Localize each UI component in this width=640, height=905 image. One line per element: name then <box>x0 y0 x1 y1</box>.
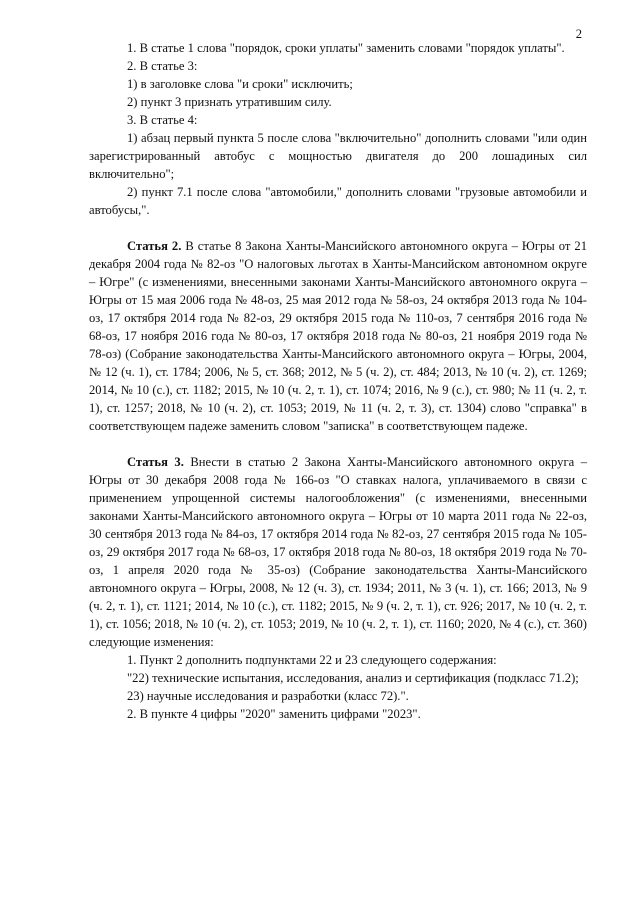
article-3-item-2: 2. В пункте 4 цифры "2020" заменить цифрами "2023". <box>127 707 421 721</box>
article-3-heading: Статья 3. <box>127 455 184 469</box>
article1-item-3-2: 2) пункт 7.1 после слова "автомобили," дополнить словами "грузовые автомобили и автобусы,". <box>89 185 587 217</box>
article-2-text: В статье 8 Закона Ханты-Мансийского автономного округа – Югры от 21 декабря 2004 года № 82-оз "О налоговых льготах в Ханты-Мансийском автономном округе – Югре" (с изменениями, внесенными законами Ханты-Мансийского автономного округа – Югры от 15 мая 2006 года № 48-оз, 25 мая 2012 года № 58-оз, 24 октября 2013 года № 104-оз, 17 октября 2014 года № 82-оз, 29 октября 2015 года № 110-оз, 7 сентября 2016 года № 68-оз, 17 ноября 2016 года № 80-оз, 17 октября 2018 года № 80-оз, 21 ноября 2019 года № 78-оз) (Собрание законодательства Ханты-Мансийского автономного округа – Югры, 2004, № 12 (ч. 1), ст. 1784; 2006, № 5, ст. 368; 2012, № 5 (ч. 2), ст. 484; 2013, № 10 (ч. 2), ст. 1269; 2014, № 10 (с.), ст. 1182; 2015, № 10 (ч. 2, т. 1), ст. 1074; 2016, № 9 (с.), ст. 980; № 11 (ч. 2, т. 1), ст. 1257; 2018, № 10 (ч. 2), ст. 1053; 2019, № 11 (ч. 2, т. 3), ст. 1304) слово "справка" в соответствующем падеже заменить словом "записка" в соответствующем падеже. <box>89 239 587 433</box>
article-3-item-1-23: 23) научные исследования и разработки (класс 72).". <box>127 689 409 703</box>
article-2-paragraph <box>89 237 587 435</box>
article-3-item-1-22: "22) технические испытания, исследования, анализ и сертификация (подкласс 71.2); <box>127 671 579 685</box>
article-3-text: Внести в статью 2 Закона Ханты-Мансийского автономного округа – Югры от 30 декабря 2008 года № 166-оз "О ставках налога, уплачиваемого в связи с применением упрощенной системы налогообложения" (с изменениями, внесенными законами Ханты-Мансийского автономного округа – Югры от 10 марта 2011 года № 22-оз, 30 сентября 2013 года № 84-оз, 17 октября 2014 года № 82-оз, 27 сентября 2015 года № 105-оз, 29 октября 2017 года № 68-оз, 17 октября 2018 года № 80-оз, 18 октября 2019 года № 70-оз, 1 апреля 2020 года № 35-оз) (Собрание законодательства Ханты-Мансийского автономного округа – Югры, 2008, № 12 (ч. 3), ст. 1934; 2011, № 3 (ч. 1), ст. 166; 2013, № 9 (ч. 2, т. 1), ст. 1121; 2014, № 10 (с.), ст. 1182; 2015, № 9 (ч. 2, т. 1), ст. 926; 2017, № 10 (ч. 2, т. 1), ст. 1056; 2018, № 10 (ч. 2), ст. 1053; 2019, № 10 (ч. 2, т. 1), ст. 1160; 2020, № 4 (с.), ст. 360) следующие изменения: <box>89 455 587 649</box>
article1-item-2: 2. В статье 3: <box>127 59 198 73</box>
document-body <box>89 39 587 723</box>
article1-item-1: 1. В статье 1 слова "порядок, сроки уплаты" заменить словами "порядок уплаты". <box>127 41 565 55</box>
article1-item-2-2: 2) пункт 3 признать утратившим силу. <box>127 95 332 109</box>
article1-item-3-1: 1) абзац первый пункта 5 после слова "включительно" дополнить словами "или один зарегистрированный автобус с мощностью двигателя до 200 лошадиных сил включительно"; <box>89 131 587 181</box>
article-2-heading: Статья 2. <box>127 239 182 253</box>
article1-item-2-1: 1) в заголовке слова "и сроки" исключить; <box>127 77 353 91</box>
page-number: 2 <box>575 27 582 41</box>
article-3-item-1: 1. Пункт 2 дополнить подпунктами 22 и 23 следующего содержания: <box>127 653 497 667</box>
article1-item-3: 3. В статье 4: <box>127 113 198 127</box>
article-3-paragraph <box>89 453 587 651</box>
